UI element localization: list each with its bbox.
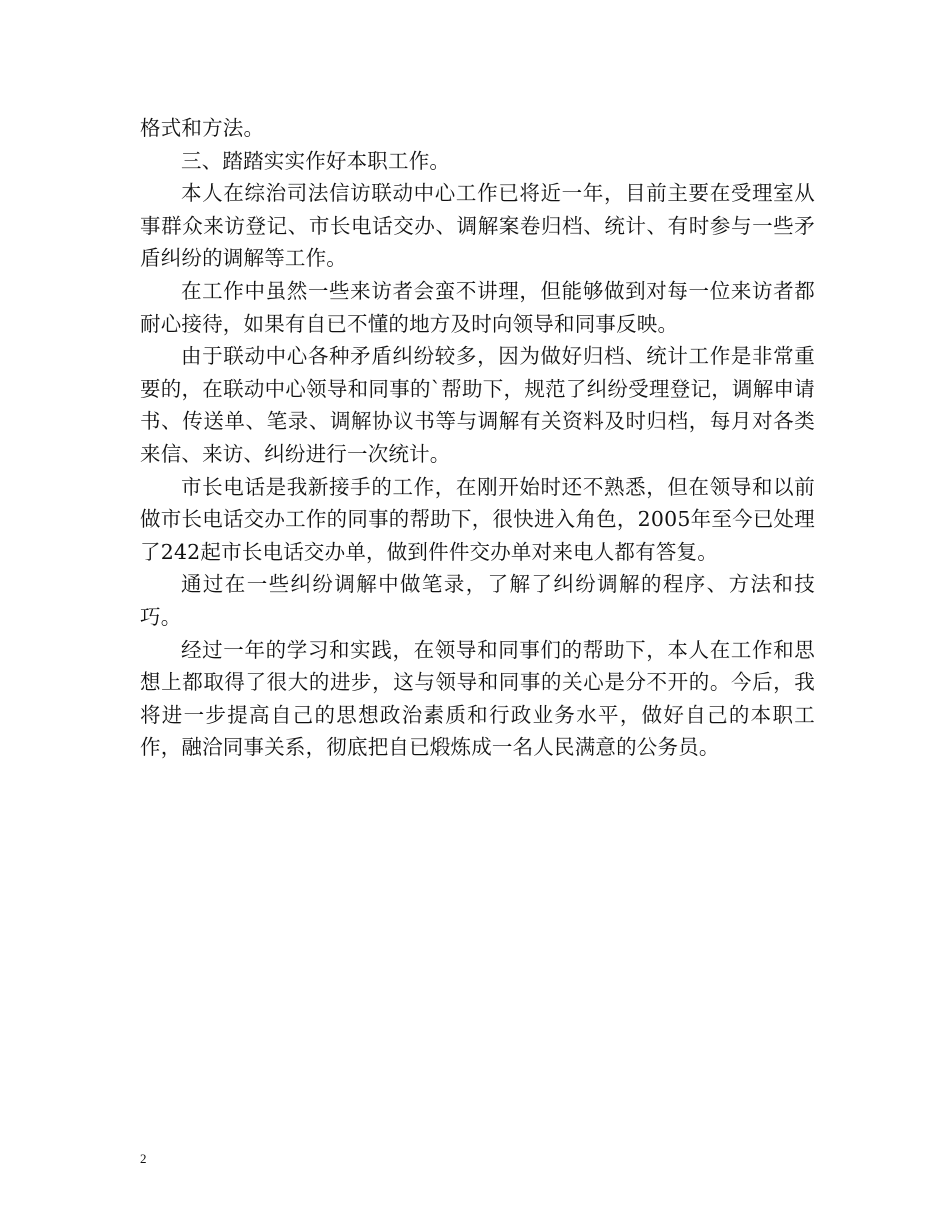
paragraph: 经过一年的学习和实践，在领导和同事们的帮助下，本人在工作和思想上都取得了很大的进步，这与领导和同事的关心是分不开的。今后，我将进一步提高自己的思想政治素质和行政业务水平，做好自己的本职工作，融洽同事关系，彻底把自已煅炼成一名人民满意的公务员。 [140, 637, 815, 760]
document-body [140, 112, 815, 764]
section-heading: 三、踏踏实实作好本职工作。 [181, 148, 451, 173]
page-number: 2 [140, 1151, 147, 1166]
paragraph: 通过在一些纠纷调解中做笔录，了解了纠纷调解的程序、方法和技巧。 [140, 572, 815, 629]
paragraph: 本人在综治司法信访联动中心工作已将近一年，目前主要在受理室从事群众来访登记、市长电话交办、调解案卷归档、统计、有时参与一些矛盾纠纷的调解等工作。 [140, 181, 815, 271]
paragraph: 由于联动中心各种矛盾纠纷较多，因为做好归档、统计工作是非常重要的，在联动中心领导和同事的`帮助下，规范了纠纷受理登记，调解申请书、传送单、笔录、调解协议书等与调解有关资料及时归档，每月对各类来信、来访、纠纷进行一次统计。 [140, 344, 815, 466]
paragraph-continuation: 格式和方法。 [140, 116, 265, 140]
paragraph: 市长电话是我新接手的工作，在刚开始时还不熟悉，但在领导和以前做市长电话交办工作的同事的帮助下，很快进入角色，2005年至今已处理了242起市长电话交办单，做到件件交办单对来电人都有答复。 [140, 474, 815, 564]
paragraph: 在工作中虽然一些来访者会蛮不讲理，但能够做到对每一位来访者都耐心接待，如果有自已不懂的地方及时向领导和同事反映。 [140, 278, 815, 336]
